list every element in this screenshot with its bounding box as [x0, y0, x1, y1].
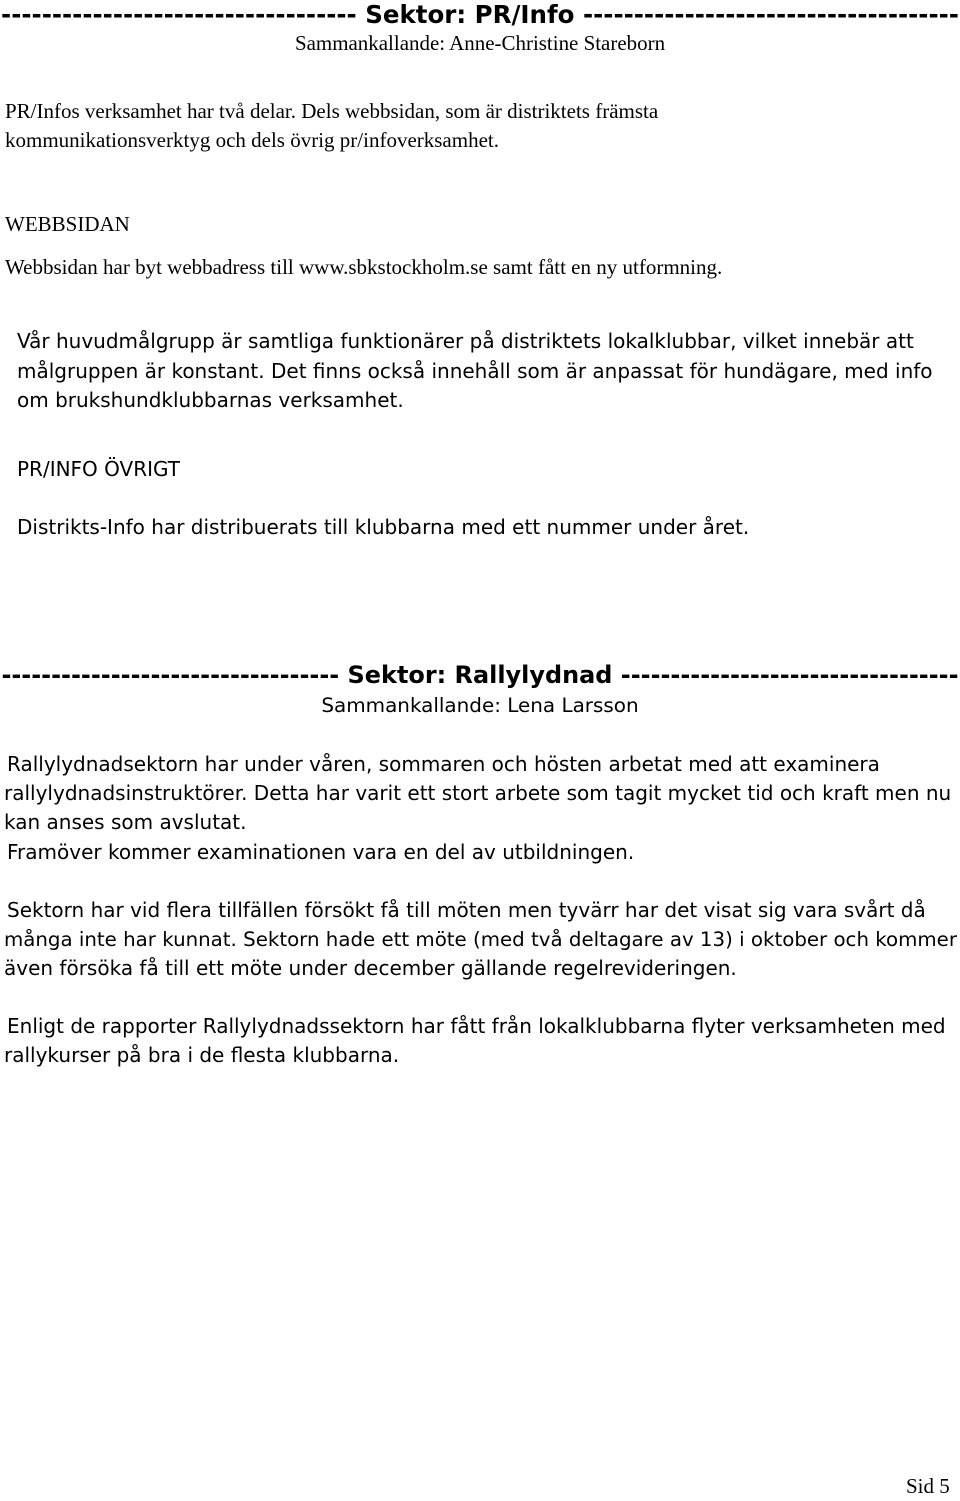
page-number: Sid 5	[906, 1474, 950, 1498]
rally-para3-line-3: även försöka få till ett möte under december gällande regelrevideringen.	[4, 956, 737, 980]
prinfo-ovrigt-text: Distrikts-Info har distribuerats till klubbarna med ett nummer under året.	[17, 515, 750, 539]
section-prinfo-convenor: Sammankallande: Anne-Christine Stareborn	[294, 31, 666, 55]
rally-para4-line-1: Enligt de rapporter Rallylydnadssektorn har fått från lokalklubbarna flyter verksamheten med	[7, 1014, 946, 1038]
target-group-line-2: målgruppen är konstant. Det finns också innehåll som är anpassat för hundägare, med info	[17, 359, 933, 383]
rally-para2: Framöver kommer examinationen vara en del av utbildningen.	[7, 840, 635, 864]
section-rallylydnad-convenor: Sammankallande: Lena Larsson	[321, 693, 639, 717]
prinfo-intro-line-2: kommunikationsverktyg och dels övrig pr/infoverksamhet.	[5, 128, 499, 152]
rally-para1-line-3: kan anses som avslutat.	[4, 810, 247, 834]
rally-para1-line-2: rallylydnadsinstruktörer. Detta har varit ett stort arbete som tagit mycket tid och kraft men nu	[4, 781, 952, 805]
target-group-line-1: Vår huvudmålgrupp är samtliga funktionärer på distriktets lokalklubbar, vilket innebär att	[17, 329, 914, 353]
section-prinfo-heading: ----------------------------------- Sektor: PR/Info -------------------------------------	[1, 0, 959, 29]
rally-para3-line-2: många inte har kunnat. Sektorn hade ett möte (med två deltagare av 13) i oktober och kommer	[4, 928, 957, 951]
target-group-line-3: om brukshundklubbarnas verksamhet.	[17, 388, 404, 412]
prinfo-intro-line-1: PR/Infos verksamhet har två delar. Dels webbsidan, som är distriktets främsta	[5, 99, 659, 123]
webbsidan-heading: WEBBSIDAN	[5, 212, 130, 236]
section-rallylydnad-heading: ---------------------------------- Sektor: Rallylydnad ----------------------------------	[1, 661, 959, 689]
rally-para4-line-2: rallykurser på bra i de flesta klubbarna.	[4, 1043, 400, 1067]
rally-para1-line-1: Rallylydnadsektorn har under våren, sommaren och hösten arbetat med att examinera	[7, 752, 880, 776]
webbsidan-text: Webbsidan har byt webbadress till www.sbkstockholm.se samt fått en ny utformning.	[5, 255, 723, 279]
prinfo-ovrigt-heading: PR/INFO ÖVRIGT	[17, 457, 181, 481]
rally-para3-line-1: Sektorn har vid flera tillfällen försökt få till möten men tyvärr har det visat sig vara svårt då	[7, 898, 926, 922]
